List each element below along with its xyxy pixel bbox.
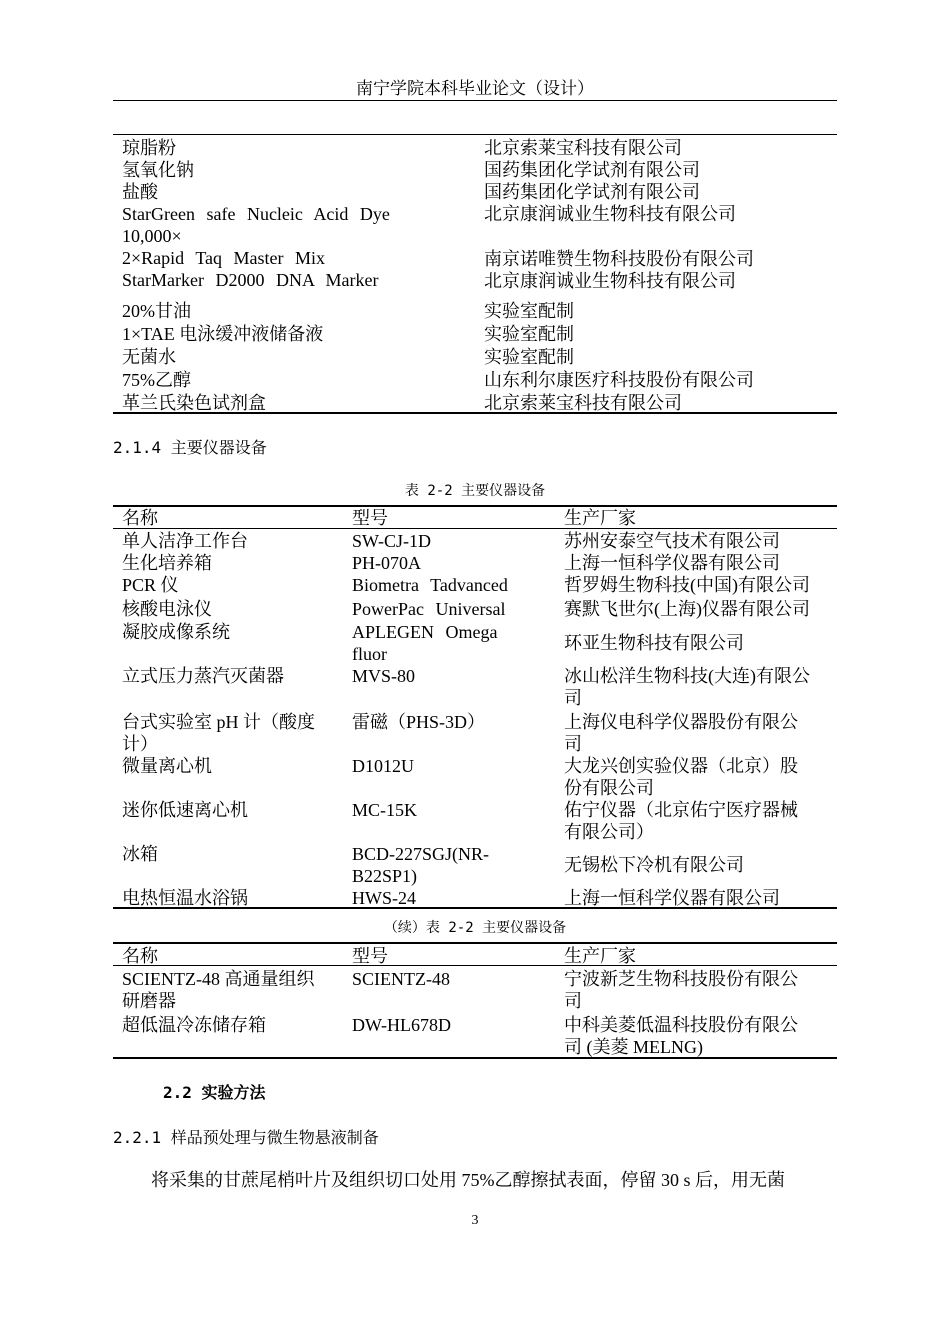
- table-cell-maker: 上海仪电科学仪器股份有限公: [564, 712, 798, 732]
- reagent-name: 革兰氏染色试剂盒: [122, 393, 266, 413]
- table-cell-name: 迷你低速离心机: [122, 800, 248, 820]
- table-cell-name: 冰箱: [122, 844, 158, 864]
- header-rule: [113, 100, 837, 101]
- reagent-maker: 北京索莱宝科技有限公司: [484, 393, 682, 413]
- table-bottom-rule: [113, 907, 837, 909]
- section-heading-2-2: 2.2 实验方法: [163, 1083, 266, 1102]
- table-cell-maker: 上海一恒科学仪器有限公司: [564, 888, 780, 908]
- reagent-maker: 国药集团化学试剂有限公司: [484, 182, 700, 202]
- table-cell-name: 电热恒温水浴锅: [122, 888, 248, 908]
- reagent-maker: 北京索莱宝科技有限公司: [484, 138, 682, 158]
- reagent-name: 氢氧化钠: [122, 160, 194, 180]
- table-cell-maker-cont: 司: [564, 734, 582, 754]
- reagent-table-bottom-rule: [113, 412, 837, 414]
- column-header-name: 名称: [122, 946, 158, 966]
- reagent-name: 1×TAE 电泳缓冲液储备液: [122, 324, 324, 344]
- table-cell-model: APLEGEN Omega: [352, 622, 498, 642]
- table-cell-maker: 哲罗姆生物科技(中国)有限公司: [564, 575, 810, 595]
- reagent-name: 琼脂粉: [122, 138, 176, 158]
- table-cell-maker: 大龙兴创实验仪器（北京）股: [564, 756, 798, 776]
- table-cell-maker: 环亚生物科技有限公司: [564, 633, 744, 653]
- table-cell-maker: 宁波新芝生物科技股份有限公: [564, 969, 798, 989]
- table-cell-name: 单人洁净工作台: [122, 531, 248, 551]
- table-cell-model: HWS-24: [352, 888, 416, 908]
- table-cell-model: 雷磁（PHS-3D）: [352, 712, 486, 732]
- table-cell-name: 微量离心机: [122, 756, 212, 776]
- reagent-maker: 北京康润诚业生物科技有限公司: [484, 204, 736, 224]
- table-cell-model: PH-070A: [352, 553, 422, 573]
- body-paragraph: 将采集的甘蔗尾梢叶片及组织切口处用 75%乙醇擦拭表面，停留 30 s 后，用无菌: [151, 1170, 785, 1190]
- table-cont-bottom-rule: [113, 1057, 837, 1059]
- table-cell-model: MC-15K: [352, 800, 418, 820]
- column-header-model: 型号: [352, 946, 388, 966]
- reagent-maker: 实验室配制: [484, 347, 574, 367]
- reagent-maker: 国药集团化学试剂有限公司: [484, 160, 700, 180]
- table-cell-maker: 赛默飞世尔(上海)仪器有限公司: [564, 599, 810, 619]
- table-cell-name-cont: 研磨器: [122, 991, 176, 1011]
- table-cell-model: D1012U: [352, 756, 414, 776]
- table-cell-name: PCR 仪: [122, 575, 179, 595]
- table-cell-name: SCIENTZ-48 高通量组织: [122, 969, 315, 989]
- table-header-rule: [113, 528, 837, 529]
- table-cell-maker-cont: 司 (美菱 MELNG): [564, 1037, 703, 1057]
- reagent-name: 2×Rapid Taq Master Mix: [122, 248, 326, 268]
- reagent-maker: 北京康润诚业生物科技有限公司: [484, 271, 736, 291]
- reagent-maker: 南京诺唯赞生物科技股份有限公司: [484, 249, 754, 269]
- table-cell-maker-cont: 司: [564, 688, 582, 708]
- table-cell-maker: 冰山松洋生物科技(大连)有限公: [564, 666, 810, 686]
- reagent-name: StarGreen safe Nucleic Acid Dye: [122, 204, 390, 224]
- table-cell-model: PowerPac Universal: [352, 599, 506, 619]
- table-cont-header-rule: [113, 965, 837, 966]
- table-cell-maker: 苏州安泰空气技术有限公司: [564, 531, 780, 551]
- table-cell-maker: 中科美菱低温科技股份有限公: [564, 1015, 798, 1035]
- table-cell-maker-cont: 份有限公司: [564, 778, 654, 798]
- table-cell-name: 核酸电泳仪: [122, 599, 212, 619]
- table-cell-name: 超低温冷冻储存箱: [122, 1015, 266, 1035]
- reagent-name-cont: 10,000×: [122, 226, 182, 246]
- reagent-name: 20%甘油: [122, 301, 191, 321]
- table-cell-name: 凝胶成像系统: [122, 622, 230, 642]
- reagent-table-top-rule: [113, 134, 837, 135]
- table-cell-model: Biometra Tadvanced: [352, 575, 508, 595]
- table-cont-top-rule: [113, 942, 837, 944]
- section-heading-2-1-4: 2.1.4 主要仪器设备: [113, 438, 267, 457]
- table-cell-model-cont: fluor: [352, 644, 387, 664]
- column-header-maker: 生产厂家: [564, 946, 636, 966]
- page-number: 3: [471, 1213, 479, 1228]
- table-cell-model: MVS-80: [352, 666, 416, 686]
- reagent-maker: 实验室配制: [484, 301, 574, 321]
- table-cell-name-cont: 计）: [122, 734, 158, 754]
- section-heading-2-2-1: 2.2.1 样品预处理与微生物悬液制备: [113, 1128, 379, 1147]
- table-cell-model-cont: B22SP1): [352, 866, 418, 886]
- table-cell-name: 台式实验室 pH 计（酸度: [122, 712, 315, 732]
- column-header-name: 名称: [122, 508, 158, 528]
- table-cont-caption: （续）表 2-2 主要仪器设备: [383, 920, 567, 936]
- column-header-maker: 生产厂家: [564, 508, 636, 528]
- column-header-model: 型号: [352, 508, 388, 528]
- reagent-name: 无菌水: [122, 347, 176, 367]
- table-cell-maker: 佑宁仪器（北京佑宁医疗器械: [564, 800, 798, 820]
- table-cell-name: 立式压力蒸汽灭菌器: [122, 666, 284, 686]
- table-cell-model: BCD-227SGJ(NR-: [352, 844, 490, 864]
- table-cell-maker: 上海一恒科学仪器有限公司: [564, 553, 780, 573]
- reagent-name: 盐酸: [122, 182, 158, 202]
- table-top-rule: [113, 505, 837, 507]
- table-cell-maker-cont: 司: [564, 991, 582, 1011]
- reagent-name: 75%乙醇: [122, 370, 191, 390]
- table-cell-model: SW-CJ-1D: [352, 531, 432, 551]
- table-cell-model: DW-HL678D: [352, 1015, 451, 1035]
- table-caption: 表 2-2 主要仪器设备: [404, 483, 546, 499]
- table-cell-maker: 无锡松下冷机有限公司: [564, 855, 744, 875]
- page-header-title: 南宁学院本科毕业论文（设计）: [356, 79, 594, 98]
- table-cell-maker-cont: 有限公司）: [564, 822, 654, 842]
- table-cell-name: 生化培养箱: [122, 553, 212, 573]
- reagent-name: StarMarker D2000 DNA Marker: [122, 270, 379, 290]
- reagent-maker: 实验室配制: [484, 324, 574, 344]
- table-cell-model: SCIENTZ-48: [352, 969, 450, 989]
- reagent-maker: 山东利尔康医疗科技股份有限公司: [484, 370, 754, 390]
